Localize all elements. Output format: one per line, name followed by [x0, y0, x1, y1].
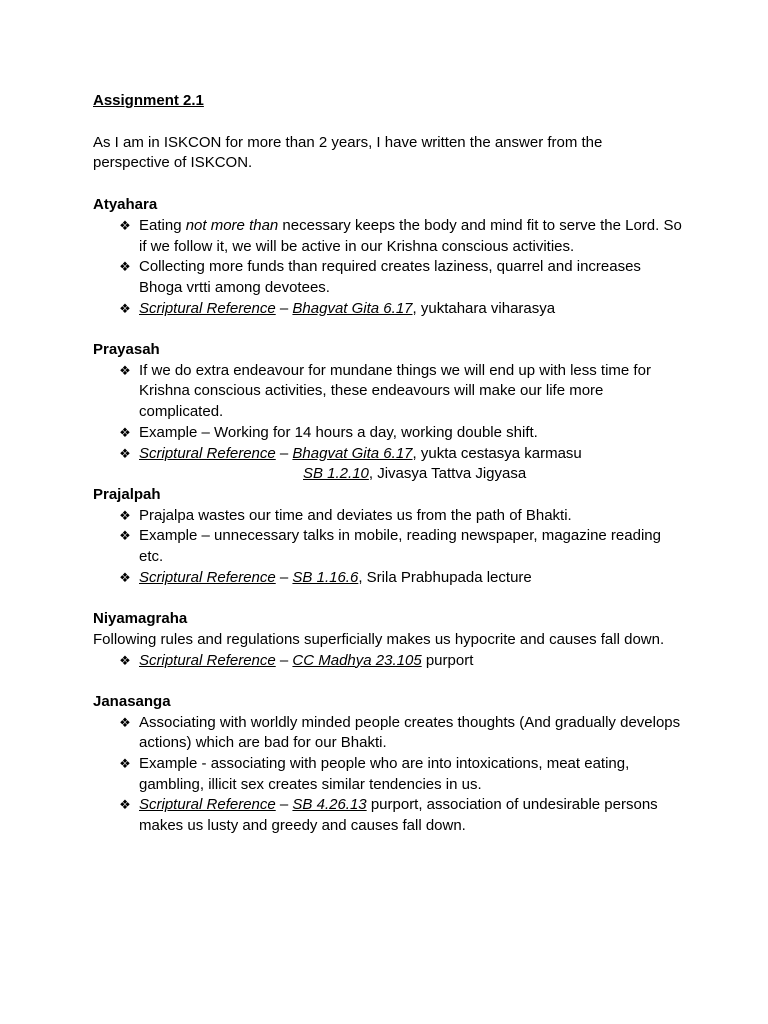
dash: –	[275, 444, 293, 462]
reference-text: , yukta cestasya karmasu	[412, 444, 582, 462]
section-atyahara	[93, 195, 683, 319]
diamond-bullet-icon: ❖	[119, 362, 131, 378]
list-item	[93, 423, 683, 444]
diamond-bullet-icon: ❖	[119, 756, 131, 772]
list-item	[93, 361, 683, 423]
document-title: Assignment 2.1	[93, 92, 204, 109]
item-emphasis: not more than	[185, 216, 279, 234]
diamond-bullet-icon: ❖	[119, 217, 131, 233]
diamond-bullet-icon: ❖	[119, 714, 131, 730]
list-item	[93, 713, 683, 754]
list-item-reference	[93, 795, 683, 836]
reference-link[interactable]: Bhagvat Gita 6.17	[292, 444, 413, 462]
section-heading: Janasanga	[93, 692, 171, 710]
item-text: Prajalpa wastes our time and deviates us from the path of Bhakti.	[139, 506, 572, 524]
item-text: Collecting more funds than required creates laziness, quarrel and increases Bhoga vrtti among devotees.	[139, 258, 641, 296]
diamond-bullet-icon: ❖	[119, 259, 131, 275]
item-text: Associating with worldly minded people creates thoughts (And gradually develops actions) which are bad for our Bhakti.	[139, 713, 681, 752]
reference-label: Scriptural Reference	[139, 651, 276, 669]
section-heading: Atyahara	[93, 196, 158, 214]
reference-link[interactable]: SB 4.26.13	[292, 796, 367, 814]
diamond-bullet-icon: ❖	[119, 569, 131, 585]
list-item	[93, 216, 683, 257]
item-text: necessary keeps the body and mind fit to serve the Lord. So if we follow it, we will be active in our Krishna conscious activities.	[139, 216, 682, 255]
bullet-list	[93, 506, 683, 589]
reference-text: purport	[421, 651, 474, 669]
reference-label: Scriptural Reference	[139, 444, 276, 462]
item-text: If we do extra endeavour for mundane things we will end up with less time for Krishna conscious activities, these endeavours will make our life more complicated.	[139, 361, 651, 421]
section-prajalpah	[93, 485, 683, 589]
diamond-bullet-icon: ❖	[119, 507, 131, 523]
bullet-list	[93, 713, 683, 837]
bullet-list	[93, 651, 683, 672]
list-item-reference	[93, 299, 683, 320]
section-niyamagraha	[93, 609, 683, 671]
diamond-bullet-icon: ❖	[119, 300, 131, 316]
list-item-reference	[93, 651, 683, 672]
item-text: Example – Working for 14 hours a day, working double shift.	[139, 423, 538, 441]
reference-label: Scriptural Reference	[139, 568, 276, 586]
list-item	[93, 506, 683, 527]
section-heading: Niyamagraha	[93, 610, 188, 628]
bullet-list	[93, 216, 683, 320]
item-text: Example – unnecessary talks in mobile, reading newspaper, magazine reading etc.	[139, 527, 661, 566]
list-item	[93, 526, 683, 567]
reference-continuation	[93, 464, 683, 485]
bullet-list	[93, 361, 683, 465]
intro-paragraph: As I am in ISKCON for more than 2 years, I have written the answer from the perspective of ISKCON.	[93, 133, 603, 172]
diamond-bullet-icon: ❖	[119, 424, 131, 440]
diamond-bullet-icon: ❖	[119, 528, 131, 544]
reference-link[interactable]: SB 1.2.10	[303, 465, 369, 483]
diamond-bullet-icon: ❖	[119, 797, 131, 813]
list-item	[93, 754, 683, 795]
reference-text: purport, association of undesirable persons makes us lusty and greedy and causes fall down.	[139, 796, 658, 835]
section-prayasah	[93, 340, 683, 485]
list-item-reference	[93, 444, 683, 465]
dash: –	[275, 796, 293, 814]
reference-text: , Jivasya Tattva Jigyasa	[368, 465, 527, 483]
section-heading: Prayasah	[93, 341, 160, 359]
item-text: Eating	[139, 216, 186, 234]
reference-link[interactable]: CC Madhya 23.105	[292, 651, 422, 669]
reference-label: Scriptural Reference	[139, 796, 276, 814]
reference-text: , Srila Prabhupada lecture	[358, 568, 532, 586]
dash: –	[275, 568, 293, 586]
diamond-bullet-icon: ❖	[119, 652, 131, 668]
reference-link[interactable]: Bhagvat Gita 6.17	[292, 299, 413, 317]
list-item-reference	[93, 568, 683, 589]
section-heading: Prajalpah	[93, 485, 161, 503]
document-page	[93, 91, 683, 858]
diamond-bullet-icon: ❖	[119, 445, 131, 461]
reference-link[interactable]: SB 1.16.6	[292, 568, 359, 586]
list-item	[93, 257, 683, 298]
reference-text: , yuktahara viharasya	[412, 299, 556, 317]
item-text: Example - associating with people who are into intoxications, meat eating, gambling, illicit sex creates similar tendencies in us.	[139, 755, 630, 793]
section-paragraph: Following rules and regulations superficially makes us hypocrite and causes fall down.	[93, 630, 665, 648]
section-janasanga	[93, 692, 683, 837]
dash: –	[275, 299, 293, 317]
reference-label: Scriptural Reference	[139, 299, 276, 317]
dash: –	[275, 651, 293, 669]
